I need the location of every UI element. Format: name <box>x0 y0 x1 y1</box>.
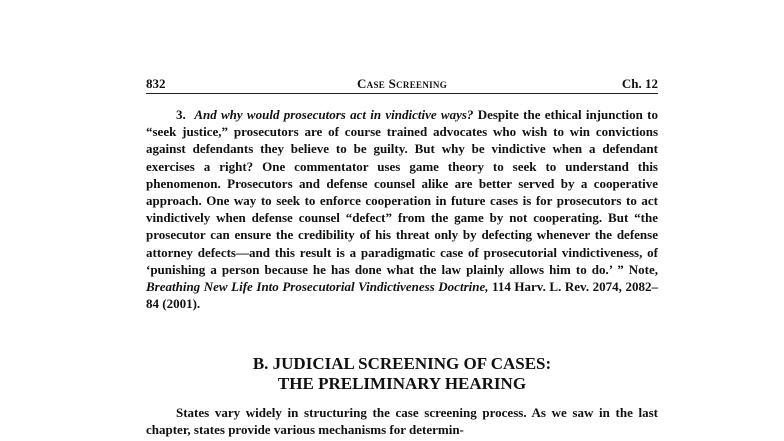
citation-rest: 114 Harv. L. Rev. 2074, 2082–84 (2001). <box>146 279 658 312</box>
body-paragraph: States vary widely in structuring the case screening process. As we saw in the last chapter, states provide various mechanisms for determin- <box>146 405 658 438</box>
note-number: 3. <box>176 107 186 122</box>
page-number: 832 <box>146 76 166 91</box>
section-heading-line1: B. JUDICIAL SCREENING OF CASES: <box>252 354 552 373</box>
section-heading <box>146 354 658 394</box>
chapter-label: Ch. 12 <box>621 76 658 91</box>
note-paragraph <box>146 106 658 312</box>
citation-title: Breathing New Life Into Prosecutorial Vindictiveness Doctrine, <box>146 279 489 295</box>
section-heading-line2: THE PRELIMINARY HEARING <box>277 374 527 393</box>
running-head <box>146 73 658 94</box>
note-lead-question: And why would prosecutors act in vindictive ways? <box>194 107 474 122</box>
running-title: Case Screening <box>356 76 448 91</box>
note-body-text: Despite the ethical injunction to “seek justice,” prosecutors are of course trained advocates who wish to win convictions against defendants they believe to be guilty. But why be vindictive when a defendant exercises a right? One commentator uses game theory to seek to understand this phenomenon. Prosecutors and defense counsel alike are better served by a cooperative approach. One way to seek to enforce cooperation in future cases is for prosecutors to act vindictively when defense counsel “defect” from the game by not cooperating. But “the prosecutor can ensure the credibility of his threat only by defecting whenever the defense attorney defects—and this result is a paradigmatic case of prosecutorial vindictiveness, of ‘punishing a person because he has done what the law plainly allows him to do.’ ” Note, <box>146 107 659 277</box>
